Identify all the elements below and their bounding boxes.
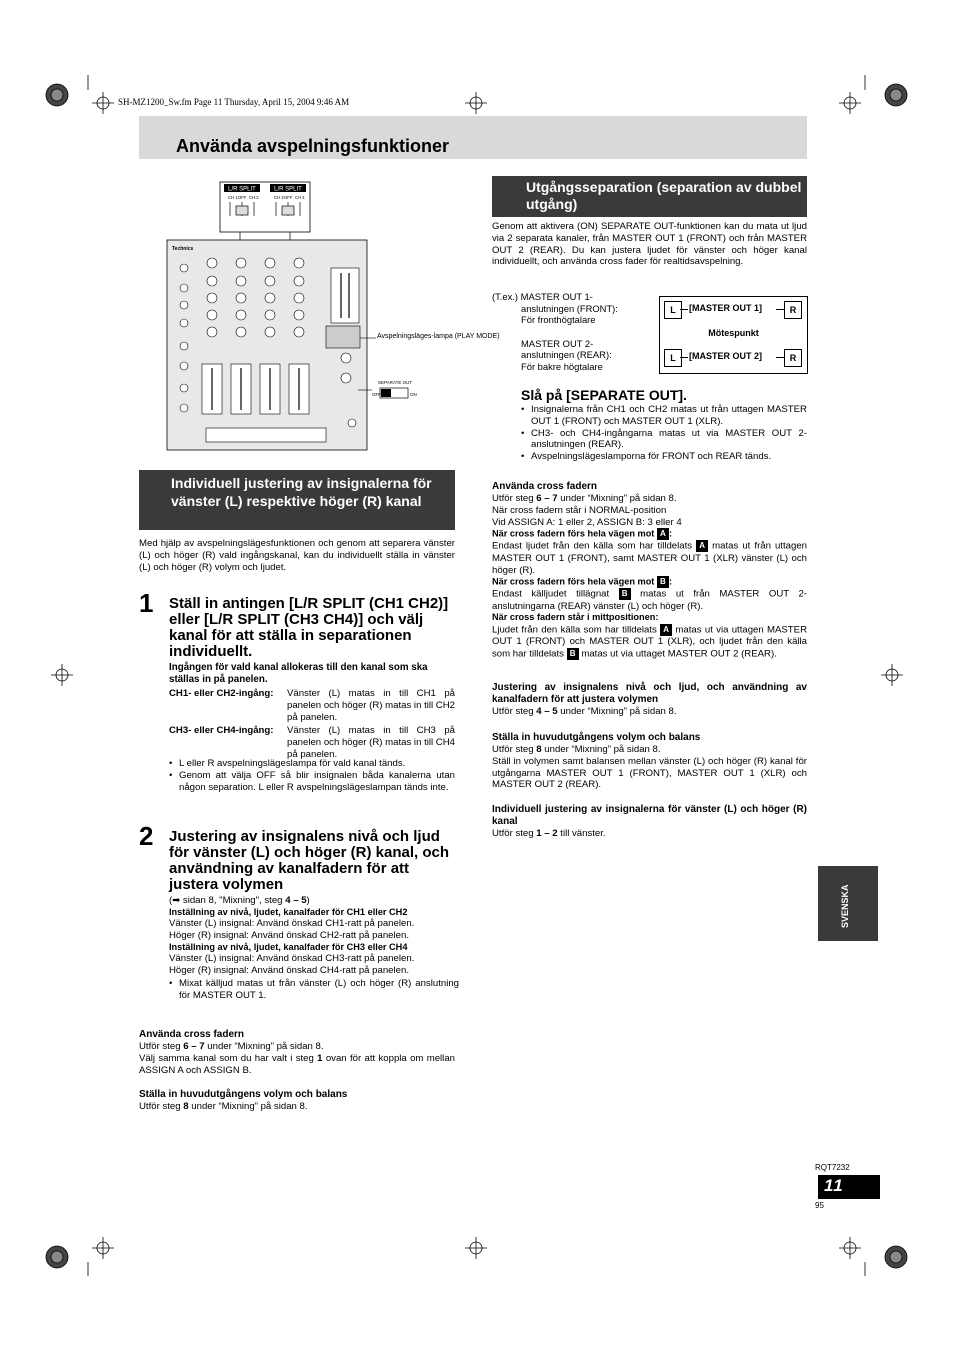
- right-individual-title: Individuell justering av insignalerna för vänster (L) och höger (R) kanal: [492, 804, 807, 827]
- lr-split-label-1: L/R SPLIT: [228, 186, 256, 193]
- text: När cross fadern förs hela vägen mot: [492, 576, 655, 587]
- text: Utför steg: [139, 1041, 184, 1052]
- list-item: • L eller R avspelningslägeslampa för vald kanal tänds.: [169, 758, 455, 770]
- example-line: anslutningen (REAR):: [521, 349, 612, 360]
- ch2-line: Höger (R) insignal: Använd önskad CH2-ratt på panelen.: [169, 930, 409, 942]
- ch1-line: Vänster (L) insignal: Använd önskad CH1-ratt på panelen.: [169, 918, 415, 930]
- ref-steps: 4 – 5: [285, 895, 307, 906]
- language-label: SVENSKA: [840, 884, 850, 928]
- list-item: • Mixat källjud matas ut från vänster (L) och höger (R) anslutning för MASTER OUT 1.: [169, 978, 459, 1002]
- text: under “Mixning” på sidan 8.: [204, 1041, 324, 1052]
- assign-a-badge: A: [657, 528, 669, 540]
- step-1-note: Ingången för vald kanal allokeras till den kanal som ska ställas in på panelen.: [169, 662, 428, 685]
- example-line: (T.ex.) MASTER OUT 1-: [492, 291, 593, 302]
- right-cross-line-3: Vid ASSIGN A: 1 eller 2, ASSIGN B: 3 eller 4: [492, 516, 682, 528]
- master-out-2-label: [MASTER OUT 2]: [689, 351, 762, 361]
- step-1-bullets: [169, 758, 455, 793]
- right-cross-fader-block: [492, 481, 807, 660]
- page-title: Använda avspelningsfunktioner: [176, 136, 450, 156]
- right-individual-line: [492, 828, 807, 840]
- ch3-option: CH 3: [274, 195, 284, 200]
- text: matas ut via uttaget MASTER OUT 2 (REAR).: [578, 648, 777, 660]
- text: Utför steg: [492, 493, 537, 504]
- ref-text: sidan 8, "Mixning", steg: [180, 895, 286, 906]
- def-term: CH1- eller CH2-ingång:: [169, 688, 274, 699]
- separate-on-label: ON: [410, 392, 417, 397]
- ch3-ch4-heading: Inställning av nivå, ljudet, kanalfader för CH3 eller CH4: [169, 941, 408, 952]
- mixer-panel-illustration: [166, 178, 500, 453]
- assign-b-badge: B: [619, 588, 631, 600]
- speaker-example: [492, 291, 652, 372]
- left-cross-fader-block: [139, 1029, 455, 1076]
- def-row-ch1-ch2: [169, 688, 455, 725]
- example-line: För fronthögtalare: [521, 314, 596, 325]
- text: Utför steg: [492, 744, 537, 755]
- meeting-point-label: Mötespunkt: [708, 328, 759, 338]
- right-adjust-block: [492, 682, 807, 718]
- step-2-number: 2: [139, 821, 154, 851]
- steps: 6 – 7: [536, 493, 558, 504]
- right-master-title: Ställa in huvudutgångens volym och balans: [492, 732, 701, 743]
- def-desc: Vänster (L) matas in till CH3 på panelen och höger (R) matas in till CH4 på panelen.: [287, 725, 455, 760]
- text: När cross fadern förs hela vägen mot: [492, 528, 655, 539]
- text: Endast ljudet från den källa som har tilldelats: [492, 540, 697, 552]
- text: matas ut från uttagen MASTER OUT 1 (FRONT), samt MASTER OUT 1 (XLR) vänster (L) och höger (R).: [492, 540, 807, 576]
- example-line: anslutningen (FRONT):: [521, 302, 618, 314]
- text: Utför steg: [139, 1101, 184, 1112]
- arrow-right-icon: ➡: [172, 895, 181, 906]
- connector-line: [776, 309, 784, 310]
- lr-split-label-2: L/R SPLIT: [274, 186, 302, 193]
- page-number: 11: [824, 1176, 844, 1195]
- left-intro: Med hjälp av avspelningslägesfunktionen och genom att separera vänster (L) och höger (R) vald ingångskanal, kan du individuellt ställa in vänster (L) och höger (R) volym och ljudet.: [139, 538, 455, 573]
- ch4-option: CH 4: [295, 195, 305, 200]
- step-1-title: Ställ in antingen [L/R SPLIT (CH1 CH2)] eller [L/R SPLIT (CH3 CH4)] och välj kanal för att ställa in separationen individuellt.: [169, 595, 449, 660]
- right-intro: Genom att aktivera (ON) SEPARATE OUT-funktionen kan du mata ut ljud via 2 separata kanaler, från MASTER OUT 1 (FRONT) och från MASTER OUT 2 (REAR). Du kan justera ljudet för vänster och höger kanal individuellt, och använda cross fader för realtidsavspelning.: [492, 221, 807, 268]
- def-term: CH3- eller CH4-ingång:: [169, 725, 274, 737]
- page-number-box: [818, 1175, 880, 1199]
- text: under “Mixning” på sidan 8.: [188, 1101, 308, 1112]
- steps: 4 – 5: [536, 706, 558, 717]
- list-item: • Avspelningslägeslamporna för FRONT och REAR tänds.: [521, 451, 807, 463]
- steps: 6 – 7: [183, 1041, 205, 1052]
- step-2-ref: [169, 895, 459, 907]
- text: ovan för att koppla om mellan ASSIGN A och ASSIGN B.: [139, 1052, 455, 1076]
- ch1-ch2-heading: Inställning av nivå, ljudet, kanalfader för CH1 eller CH2: [169, 906, 408, 917]
- separate-out-bullets: [521, 404, 807, 463]
- ch1-option: CH 1: [228, 195, 238, 200]
- text: matas ut via uttagen MASTER OUT 1 (FRONT) och MASTER OUT 1 (XLR), och ljudet från den källa som har tilldelats: [492, 624, 807, 660]
- right-individual-block: [492, 804, 807, 840]
- ch2-option: CH 2: [249, 195, 259, 200]
- list-item: • Genom att välja OFF så blir insignalen båda kanalerna utan någon separation. L eller R avspelningslägeslampan tänds inte.: [169, 770, 455, 794]
- left-master-line: [139, 1101, 455, 1113]
- channel-definition-table: [169, 688, 455, 763]
- example-line: MASTER OUT 2-: [521, 337, 594, 349]
- left-speaker-front: L: [664, 301, 682, 319]
- left-cross-line-2: [139, 1053, 455, 1077]
- file-header: SH-MZ1200_Sw.fm Page 11 Thursday, April 15, 2004 9:46 AM: [118, 97, 350, 107]
- ref-suffix: ): [306, 895, 310, 906]
- cross-b-heading: När cross fadern förs hela vägen mot B :: [492, 576, 672, 587]
- small-page-number: 95: [815, 1201, 824, 1210]
- connector-line: [680, 357, 688, 358]
- assign-b-badge: B: [567, 648, 579, 660]
- cross-b-text: [492, 588, 807, 612]
- off-option-1: OFF: [238, 195, 247, 200]
- master-out-1-label: [MASTER OUT 1]: [689, 303, 762, 313]
- section-header-individual: Individuell justering av insignalerna för vänster (L) respektive höger (R) kanal: [139, 470, 455, 530]
- left-master-title: Ställa in huvudutgångens volym och balans: [139, 1089, 348, 1100]
- connector-line: [680, 309, 688, 310]
- cross-a-heading: När cross fadern förs hela vägen mot A :: [492, 528, 672, 539]
- text: under “Mixning” på sidan 8.: [557, 493, 677, 504]
- def-desc: Vänster (L) matas in till CH1 på panelen och höger (R) matas in till CH2 på panelen.: [287, 688, 455, 723]
- right-cross-title: Använda cross fadern: [492, 481, 598, 492]
- step-2-body: [169, 895, 459, 1002]
- text: Välj samma kanal som du har valt i steg: [139, 1052, 318, 1064]
- assign-a-badge: A: [696, 540, 708, 552]
- text: matas ut från MASTER OUT 2-anslutningarna (REAR) vänster (L) och höger (R).: [492, 588, 807, 612]
- separate-off-label: OFF: [372, 392, 381, 397]
- step-2-title: Justering av insignalens nivå och ljud för vänster (L) och höger (R) kanal, och användning av kanalfadern för att justera volymen: [169, 828, 450, 893]
- right-master-line-1: [492, 744, 807, 756]
- ref-prefix: (: [169, 895, 173, 906]
- connector-line: [776, 357, 784, 358]
- text: under “Mixning” på sidan 8.: [541, 744, 661, 755]
- cross-a-text: [492, 540, 807, 576]
- example-line: För bakre högtalare: [521, 360, 603, 372]
- right-cross-line-1: [492, 493, 807, 505]
- step-1-number: 1: [139, 588, 154, 618]
- language-side-tab: [818, 866, 878, 941]
- brand-logo: Technics: [172, 246, 194, 252]
- assign-b-badge: B: [657, 576, 669, 588]
- right-cross-line-2: När cross fadern står i NORMAL-position: [492, 504, 667, 516]
- assign-a-badge: A: [660, 624, 672, 636]
- text: Ljudet från den källa som har tilldelats: [492, 624, 661, 636]
- step: 8: [536, 744, 542, 755]
- text: Utför steg: [492, 828, 537, 839]
- separate-out-heading: Slå på [SEPARATE OUT].: [521, 387, 687, 403]
- off-option-2: OFF: [284, 195, 293, 200]
- right-master-line-2: Ställ in volymen samt balansen mellan vänster (L) och höger (R) kanal för utgångarna MASTER OUT 1 (FRONT), MASTER OUT 1 (XLR) och MASTER OUT 2 (REAR).: [492, 755, 807, 791]
- text: Endast källjudet tillägnat: [492, 588, 619, 600]
- left-speaker-rear: L: [664, 349, 682, 367]
- right-adjust-line: [492, 706, 807, 718]
- separate-out-label: SEPARATE OUT: [378, 380, 413, 385]
- play-mode-callout: Avspelningsläges-lampa (PLAY MODE): [377, 333, 500, 340]
- step-2-bullets: [169, 978, 459, 1002]
- left-master-block: [139, 1089, 455, 1113]
- list-item: • CH3- och CH4-ingångarna matas ut via MASTER OUT 2-anslutningen (REAR).: [521, 428, 807, 452]
- list-item: • Insignalerna från CH1 och CH2 matas ut från uttagen MASTER OUT 1 (FRONT) och MASTER OUT 1 (XLR).: [521, 404, 807, 428]
- ch3-line: Vänster (L) insignal: Använd önskad CH3-ratt på panelen.: [169, 953, 415, 965]
- steps: 1 – 2: [536, 828, 558, 839]
- left-cross-title: Använda cross fadern: [139, 1029, 245, 1040]
- right-speaker-rear: R: [784, 349, 802, 367]
- master-out-diagram: [659, 296, 808, 374]
- right-speaker-front: R: [784, 301, 802, 319]
- cross-mid-heading: När cross fadern står i mittpositionen:: [492, 612, 659, 623]
- ch4-line: Höger (R) insignal: Använd önskad CH4-ratt på panelen.: [169, 965, 409, 977]
- text: till vänster.: [557, 828, 606, 839]
- right-master-block: [492, 732, 807, 791]
- left-cross-line-1: [139, 1041, 455, 1053]
- step: 1: [317, 1052, 323, 1064]
- model-code: RQT7232: [815, 1163, 850, 1172]
- step: 8: [183, 1101, 189, 1112]
- cross-mid-text: [492, 624, 807, 660]
- section-header-output-separation: Utgångsseparation (separation av dubbel utgång): [492, 176, 807, 217]
- text: Utför steg: [492, 706, 537, 717]
- right-adjust-title: Justering av insignalens nivå och ljud, och användning av kanalfadern för att justera volymen: [492, 682, 807, 705]
- text: under “Mixning” på sidan 8.: [557, 706, 677, 717]
